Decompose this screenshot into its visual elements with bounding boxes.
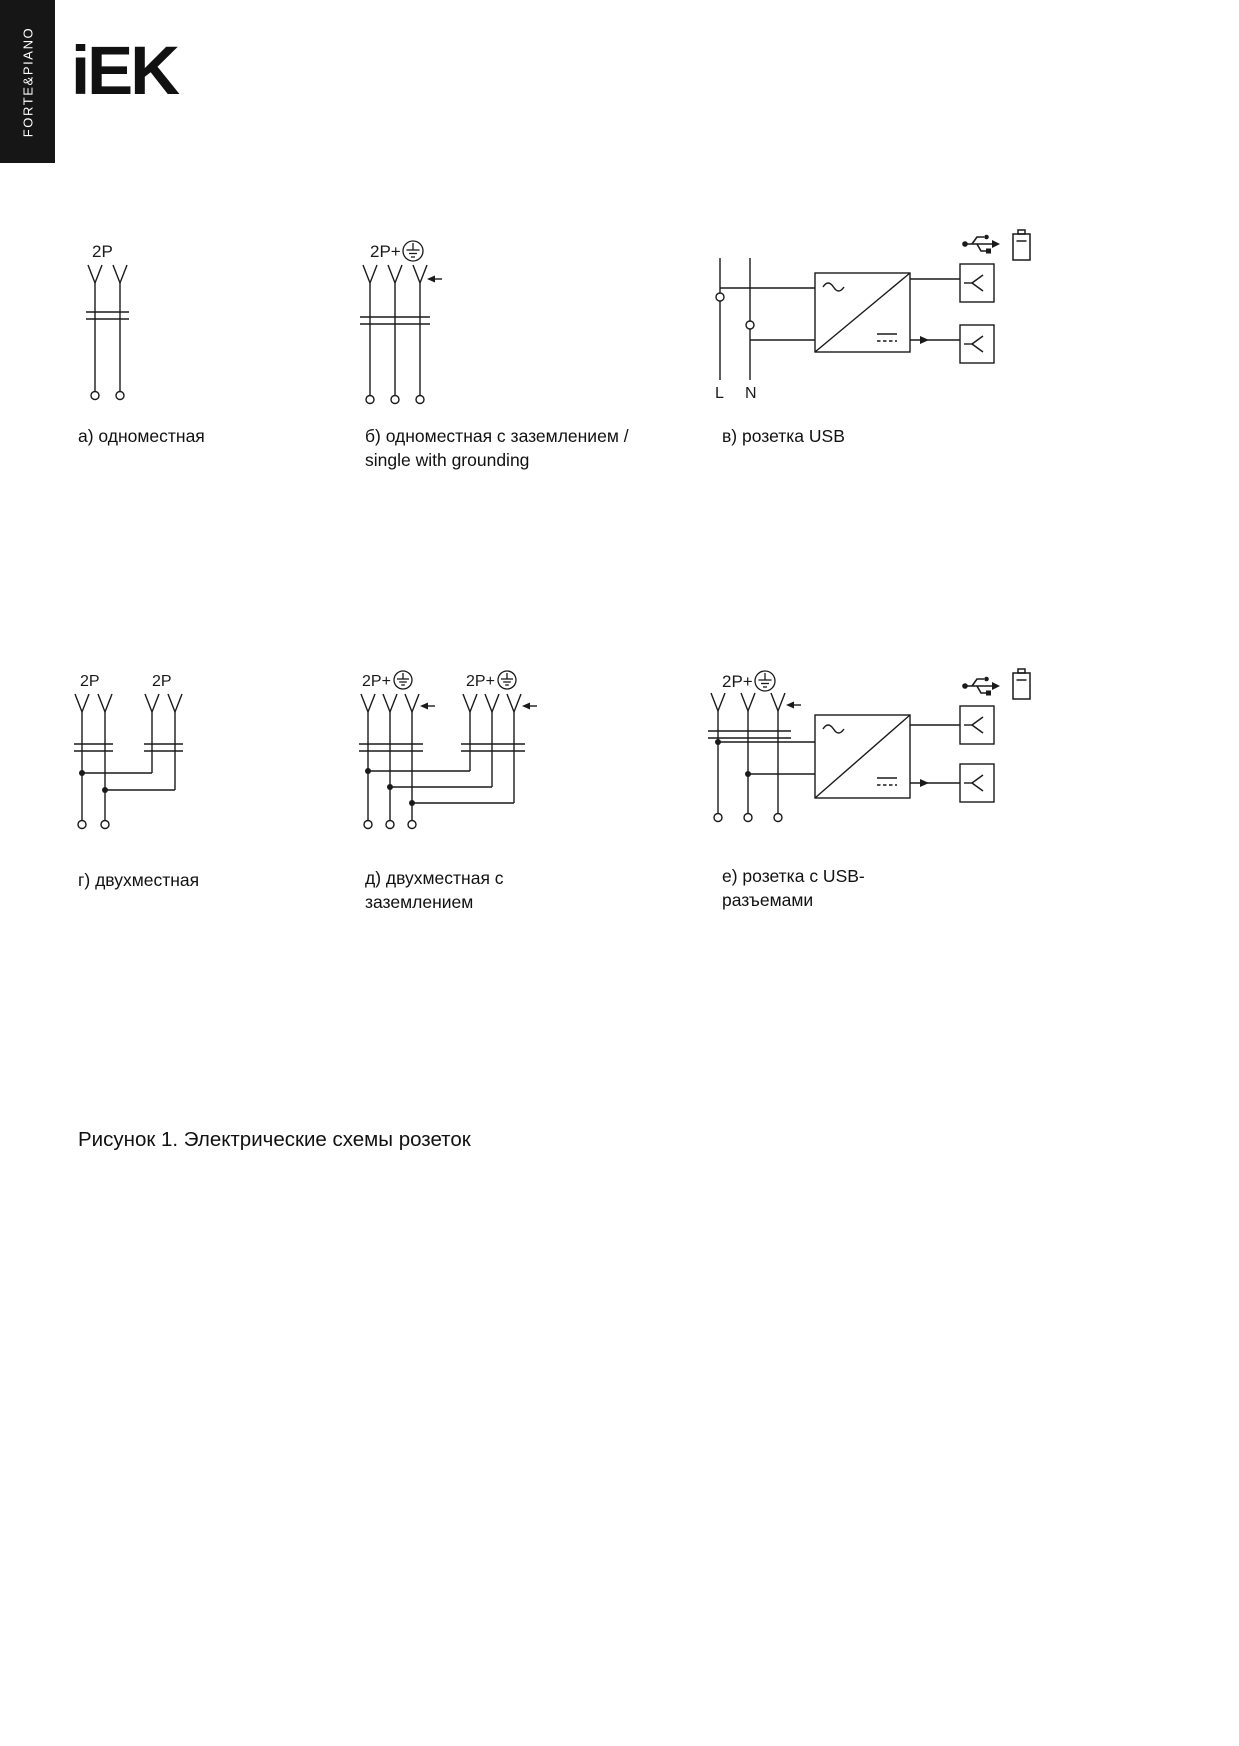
socket-schematic [86, 265, 129, 400]
supply-lines [716, 258, 815, 380]
caption-a: а) одноместная [78, 426, 205, 446]
caption-e-line2: разъемами [722, 890, 814, 910]
contact-fork-icon [711, 693, 725, 711]
junction-dot [715, 739, 721, 745]
line-terminal-circle [716, 293, 724, 301]
socket-schematic [359, 694, 537, 829]
terminal-n-label: N [745, 385, 757, 402]
terminal-circle [91, 392, 99, 400]
figure-caption: Рисунок 1. Электрические схемы розеток [78, 1128, 471, 1151]
junction-dot [387, 784, 393, 790]
diagram-double-socket-grounded [353, 668, 543, 848]
contact-fork-icon [413, 265, 427, 283]
terminal-circle [408, 821, 416, 829]
terminal-l-label: L [715, 385, 724, 402]
contact-fork-icon [383, 694, 397, 712]
contact-fork-icon [507, 694, 521, 712]
pole-count-label: 2P+ [362, 673, 391, 690]
flow-arrowhead [920, 779, 929, 787]
ground-arrowhead [427, 276, 435, 283]
pole-count-label: 2P [80, 673, 100, 690]
caption-e [722, 864, 865, 912]
terminal-circle [78, 821, 86, 829]
ac-symbol [823, 283, 844, 291]
contact-fork-icon [485, 694, 499, 712]
iek-logo: iEK [71, 32, 178, 109]
junction-dot [79, 770, 85, 776]
contact-fork-icon [113, 265, 127, 283]
contact-fork-icon [88, 265, 102, 283]
caption-b [365, 424, 629, 472]
ground-circle-icon [755, 671, 775, 691]
pole-count-label: 2P+ [466, 673, 495, 690]
contact-fork-icon [168, 694, 182, 712]
pole-count-label: 2P [92, 242, 113, 261]
contact-fork-icon [145, 694, 159, 712]
diagram-single-socket [70, 233, 150, 418]
terminal-circle [416, 396, 424, 404]
contact-fork-icon [405, 694, 419, 712]
line-terminal-circle [746, 321, 754, 329]
caption-d-line1: д) двухместная с [365, 868, 504, 888]
ground-arrowhead [420, 703, 428, 710]
terminal-circle [391, 396, 399, 404]
ground-arrowhead [786, 702, 794, 709]
diagram-usb-socket [705, 222, 1040, 412]
flow-arrowhead [920, 336, 929, 344]
socket-schematic [360, 265, 442, 404]
junction-dot [745, 771, 751, 777]
usb-icon [962, 677, 1000, 696]
usb-icon [962, 235, 1000, 254]
caption-v: в) розетка USB [722, 426, 845, 446]
caption-d [365, 866, 504, 914]
pole-count-label: 2P+ [722, 672, 753, 691]
ac-dc-converter-box [815, 715, 910, 798]
contact-fork-icon [463, 694, 477, 712]
junction-dot [365, 768, 371, 774]
converter-diagonal [815, 273, 910, 352]
brand-sidebar [0, 0, 55, 163]
terminal-circle [116, 392, 124, 400]
diagram-socket-with-usb [705, 663, 1040, 858]
brand-sidebar-text: FORTE&PIANO [20, 26, 35, 137]
terminal-circle [366, 396, 374, 404]
contact-fork-icon [741, 693, 755, 711]
contact-fork-icon [361, 694, 375, 712]
diagram-single-socket-grounded [358, 233, 478, 418]
usb-outputs [910, 706, 994, 802]
usb-outputs [910, 264, 994, 363]
pole-count-label: 2P+ [370, 242, 401, 261]
ac-dc-converter-box [815, 273, 910, 352]
battery-icon [1013, 669, 1030, 699]
junction-dot [409, 800, 415, 806]
battery-icon [1013, 230, 1030, 260]
ground-circle-icon [394, 671, 412, 689]
caption-e-line1: е) розетка с USB- [722, 866, 865, 886]
caption-d-line2: заземлением [365, 892, 474, 912]
pole-count-label: 2P [152, 673, 172, 690]
terminal-circle [744, 814, 752, 822]
socket-schematic [708, 693, 815, 822]
junction-dot [102, 787, 108, 793]
ac-symbol [823, 725, 844, 733]
ground-circle-icon [403, 241, 423, 261]
caption-b-line1: б) одноместная с заземлением / [365, 426, 629, 446]
caption-b-line2: single with grounding [365, 450, 530, 470]
terminal-circle [386, 821, 394, 829]
terminal-circle [364, 821, 372, 829]
diagram-double-socket [68, 668, 198, 848]
caption-g: г) двухместная [78, 870, 200, 890]
ground-circle-icon [498, 671, 516, 689]
terminal-circle [774, 814, 782, 822]
terminal-circle [101, 821, 109, 829]
contact-fork-icon [388, 265, 402, 283]
terminal-circle [714, 814, 722, 822]
contact-fork-icon [363, 265, 377, 283]
ground-arrowhead [522, 703, 530, 710]
contact-fork-icon [75, 694, 89, 712]
contact-fork-icon [771, 693, 785, 711]
contact-fork-icon [98, 694, 112, 712]
socket-schematic [74, 694, 183, 829]
